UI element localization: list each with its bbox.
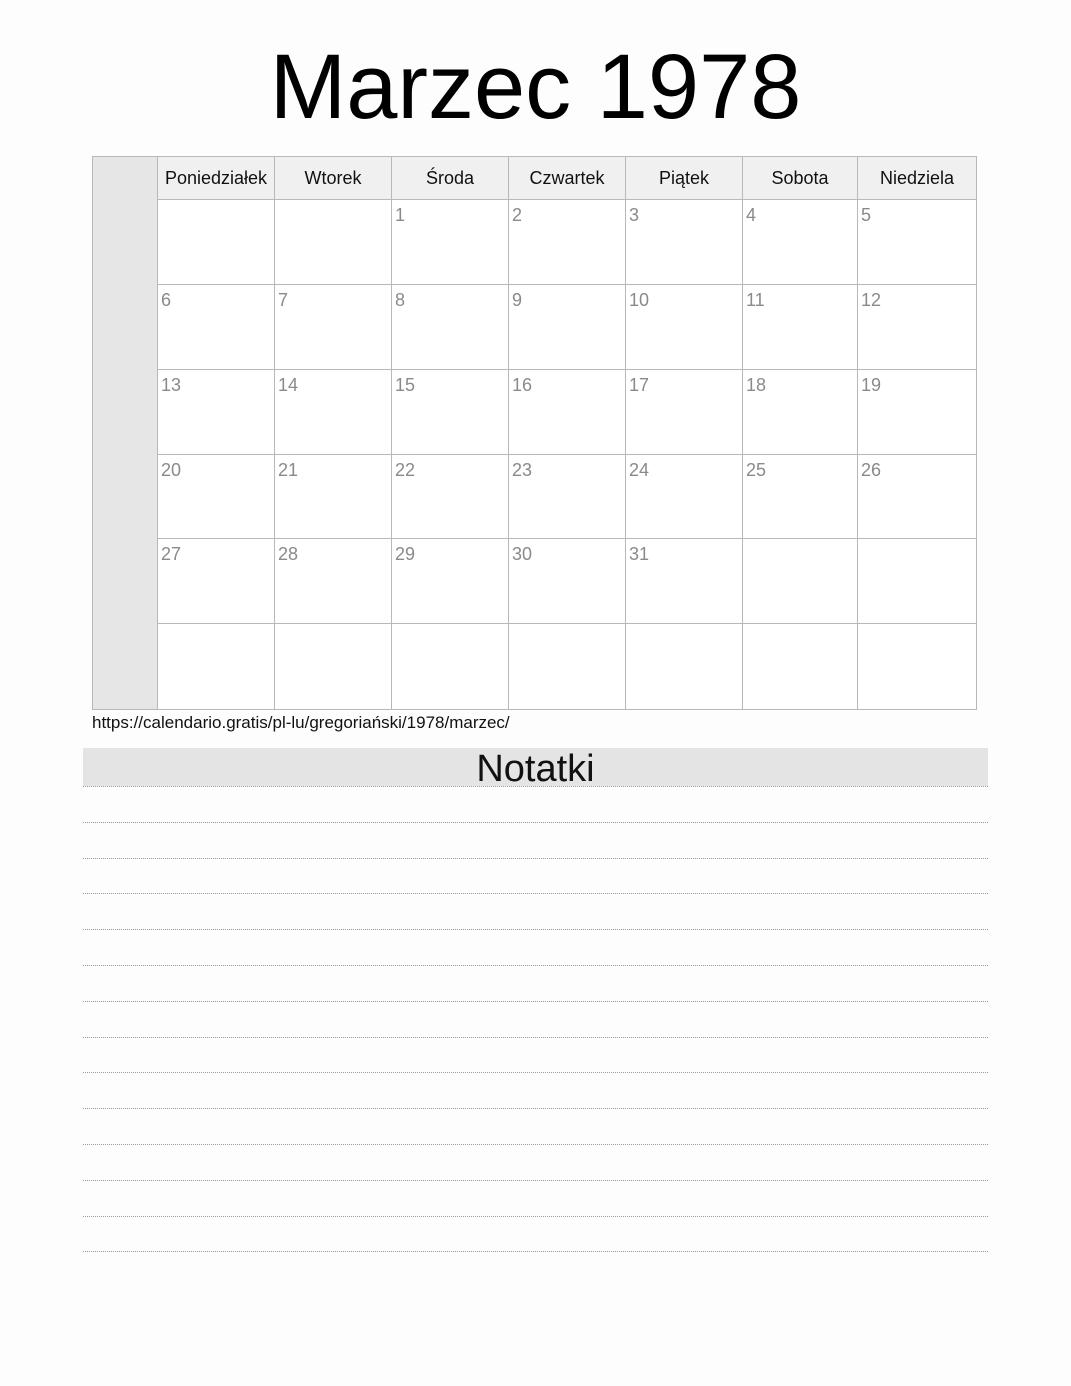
day-number: 25: [746, 459, 767, 480]
day-cell: [158, 370, 275, 455]
day-cell: [858, 200, 976, 285]
day-cell: [275, 624, 392, 709]
day-cell: [743, 624, 858, 709]
note-line: [83, 965, 988, 966]
day-cell: [275, 539, 392, 624]
page-title: Marzec 1978: [269, 36, 802, 138]
note-line: [83, 893, 988, 894]
weekday-header-thursday: Czwartek: [509, 157, 626, 200]
day-cell: [158, 285, 275, 370]
day-cell: [626, 200, 743, 285]
calendar-table: [92, 156, 977, 710]
day-cell: [858, 370, 976, 455]
day-number: 4: [746, 205, 757, 225]
day-cell: [626, 539, 743, 624]
day-number: 20: [161, 459, 182, 480]
note-line: [83, 1072, 988, 1073]
calendar-grid: [158, 157, 976, 709]
day-cell: [392, 539, 509, 624]
day-number: 27: [161, 544, 182, 565]
day-number: 8: [395, 289, 406, 310]
day-number: 6: [161, 289, 172, 310]
day-number: 2: [512, 205, 523, 225]
weekday-header-sunday: Niedziela: [858, 157, 976, 200]
day-cell: [158, 624, 275, 709]
day-cell: [626, 455, 743, 540]
note-line: [83, 786, 988, 787]
day-cell: [392, 370, 509, 455]
day-number: 21: [278, 459, 299, 480]
day-cell: [743, 370, 858, 455]
weekday-header-friday: Piątek: [626, 157, 743, 200]
day-number: 31: [629, 544, 650, 565]
day-cell: [509, 624, 626, 709]
day-cell: [626, 370, 743, 455]
note-line: [83, 1216, 988, 1217]
day-cell: [743, 455, 858, 540]
day-cell: [392, 624, 509, 709]
day-cell: [626, 285, 743, 370]
day-number: 1: [395, 205, 406, 225]
day-cell: [858, 539, 976, 624]
day-number: 13: [161, 374, 182, 395]
day-cell: [858, 624, 976, 709]
day-cell: [509, 285, 626, 370]
day-cell: [509, 455, 626, 540]
weekday-header-wednesday: Środa: [392, 157, 509, 200]
note-line: [83, 1251, 988, 1252]
day-cell: [743, 539, 858, 624]
day-number: 15: [395, 374, 416, 395]
day-cell: [509, 200, 626, 285]
weekday-header-monday: Poniedziałek: [158, 157, 275, 200]
day-number: 9: [512, 289, 523, 310]
day-cell: [275, 455, 392, 540]
note-line: [83, 1180, 988, 1181]
day-cell: [743, 200, 858, 285]
note-line: [83, 822, 988, 823]
day-number: 29: [395, 544, 416, 565]
day-number: 11: [746, 289, 765, 310]
day-cell: [392, 200, 509, 285]
day-number: 5: [861, 205, 872, 225]
note-line: [83, 1144, 988, 1145]
day-cell: [626, 624, 743, 709]
day-cell: [158, 455, 275, 540]
day-cell: [392, 455, 509, 540]
note-line: [83, 858, 988, 859]
day-cell: [392, 285, 509, 370]
day-cell: [275, 200, 392, 285]
day-cell: [509, 370, 626, 455]
day-cell: [275, 285, 392, 370]
day-number: 24: [629, 459, 650, 480]
day-number: 26: [861, 459, 882, 480]
source-url: https://calendario.gratis/pl-lu/gregoriański/1978/marzec/: [92, 713, 510, 732]
week-number-column: [93, 157, 158, 709]
day-cell: [858, 285, 976, 370]
day-number: 18: [746, 374, 767, 395]
note-line: [83, 1001, 988, 1002]
day-number: 7: [278, 289, 289, 310]
day-number: 16: [512, 374, 533, 395]
day-number: 19: [861, 374, 882, 395]
weekday-header-saturday: Sobota: [743, 157, 858, 200]
day-number: 3: [629, 205, 640, 225]
day-cell: [158, 539, 275, 624]
day-number: 12: [861, 289, 882, 310]
day-number: 30: [512, 544, 533, 565]
day-number: 14: [278, 374, 299, 395]
day-number: 28: [278, 544, 299, 565]
day-cell: [858, 455, 976, 540]
notes-heading: Notatki: [83, 748, 988, 786]
note-line: [83, 1037, 988, 1038]
day-number: 17: [629, 374, 650, 395]
day-number: 23: [512, 459, 533, 480]
day-cell: [743, 285, 858, 370]
weekday-header-tuesday: Wtorek: [275, 157, 392, 200]
day-cell: [509, 539, 626, 624]
day-number: 10: [629, 289, 650, 310]
note-line: [83, 1108, 988, 1109]
day-cell: [275, 370, 392, 455]
note-line: [83, 929, 988, 930]
day-cell: [158, 200, 275, 285]
day-number: 22: [395, 459, 416, 480]
